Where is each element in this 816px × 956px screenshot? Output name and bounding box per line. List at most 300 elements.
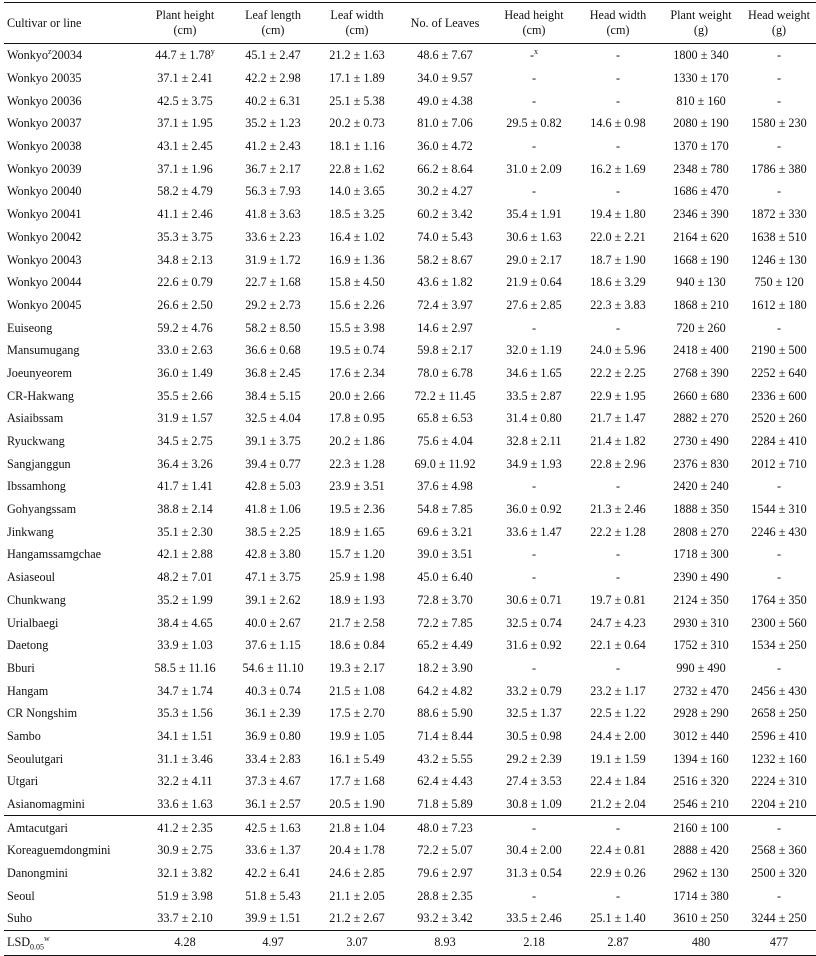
cell-head-height: 31.6 ± 0.92 bbox=[506, 638, 562, 653]
column-header-head-width bbox=[576, 3, 660, 44]
cell-plant-height: 34.7 ± 1.74 bbox=[157, 683, 213, 698]
cell-no-of-leaves: 62.4 ± 4.43 bbox=[417, 774, 473, 789]
cell-leaf-width: 16.9 ± 1.36 bbox=[329, 252, 385, 267]
cell-plant-height: 31.9 ± 1.57 bbox=[157, 411, 213, 426]
cell-plant-height: 34.1 ± 1.51 bbox=[157, 728, 213, 743]
cultivar-name: Hangamssamgchae bbox=[7, 547, 102, 562]
table-row bbox=[4, 543, 816, 566]
lsd-row bbox=[4, 930, 816, 955]
cell-head-weight: 2300 ± 560 bbox=[751, 615, 807, 630]
cell-head-weight: - bbox=[742, 816, 816, 839]
cell-head-width: - bbox=[615, 71, 621, 86]
cell-leaf-length: 33.6 ± 1.37 bbox=[245, 843, 301, 858]
cell-head-height: - bbox=[531, 570, 537, 585]
table-row bbox=[4, 316, 816, 339]
cell-leaf-width: 18.9 ± 1.93 bbox=[329, 592, 385, 607]
cell-no-of-leaves: 28.8 ± 2.35 bbox=[417, 888, 473, 903]
cell-head-weight: 1786 ± 380 bbox=[751, 161, 807, 176]
cultivar-name: Amtacutgari bbox=[4, 816, 140, 839]
cell-plant-weight: 2660 ± 680 bbox=[673, 388, 729, 403]
cell-no-of-leaves: 66.2 ± 8.64 bbox=[417, 161, 473, 176]
cell-plant-weight: 1800 ± 340 bbox=[673, 48, 729, 63]
cell-head-weight: - bbox=[776, 48, 782, 63]
cell-plant-weight: 2080 ± 190 bbox=[673, 116, 729, 131]
cell-no-of-leaves: 54.8 ± 7.85 bbox=[417, 502, 473, 517]
cultivar-name: Chunkwang bbox=[7, 592, 66, 607]
cell-head-height: 31.3 ± 0.54 bbox=[506, 866, 562, 881]
cell-plant-weight: 810 ± 160 bbox=[676, 93, 726, 108]
cell-head-height: - bbox=[492, 816, 576, 839]
cell-head-weight: 1764 ± 350 bbox=[751, 592, 807, 607]
table-row bbox=[4, 816, 816, 839]
cultivar-name: CR-Hakwang bbox=[7, 388, 75, 403]
table-row bbox=[4, 248, 816, 271]
cell-head-width: - bbox=[615, 93, 621, 108]
cell-no-of-leaves: 79.6 ± 2.97 bbox=[417, 866, 473, 881]
cell-head-width: 19.1 ± 1.59 bbox=[590, 751, 646, 766]
cell-no-of-leaves: 75.6 ± 4.04 bbox=[417, 434, 473, 449]
cell-head-height: 33.5 ± 2.46 bbox=[506, 911, 562, 926]
cultivar-name: Utgari bbox=[7, 774, 39, 789]
cell-head-weight: 1246 ± 130 bbox=[751, 252, 807, 267]
table-row bbox=[4, 657, 816, 680]
cell-no-of-leaves: 71.8 ± 5.89 bbox=[417, 797, 473, 812]
cell-plant-height: 32.2 ± 4.11 bbox=[157, 774, 213, 789]
cell-head-height: 31.0 ± 2.09 bbox=[506, 161, 562, 176]
cell-head-width: - bbox=[615, 660, 621, 675]
cell-head-height: - bbox=[531, 479, 537, 494]
cell-leaf-length: 56.3 ± 7.93 bbox=[245, 184, 301, 199]
cell-no-of-leaves: 65.2 ± 4.49 bbox=[417, 638, 473, 653]
cell-plant-weight: 1668 ± 190 bbox=[673, 252, 729, 267]
cell-plant-weight: 1888 ± 350 bbox=[673, 502, 729, 517]
cell-leaf-length: 51.8 ± 5.43 bbox=[245, 888, 301, 903]
cell-no-of-leaves: 37.6 ± 4.98 bbox=[417, 479, 473, 494]
cell-plant-height: 38.8 ± 2.14 bbox=[157, 502, 213, 517]
cell-plant-weight: 2124 ± 350 bbox=[673, 592, 729, 607]
cell-plant-height: 33.7 ± 2.10 bbox=[157, 911, 213, 926]
cell-plant-weight: 2962 ± 130 bbox=[673, 866, 729, 881]
cell-head-weight: 1232 ± 160 bbox=[751, 751, 807, 766]
cell-no-of-leaves: 78.0 ± 6.78 bbox=[417, 365, 473, 380]
cell-head-weight: 2284 ± 410 bbox=[751, 434, 807, 449]
cell-head-width: - bbox=[615, 888, 621, 903]
column-header-leaf-width bbox=[316, 3, 398, 44]
cell-head-weight: - bbox=[776, 547, 782, 562]
cell-no-of-leaves: 74.0 ± 5.43 bbox=[417, 229, 473, 244]
cell-leaf-width: 18.1 ± 1.16 bbox=[329, 139, 385, 154]
column-header-plant-height bbox=[140, 3, 230, 44]
cell-leaf-length: 36.8 ± 2.45 bbox=[245, 365, 301, 380]
cell-plant-height: 33.0 ± 2.63 bbox=[157, 343, 213, 358]
table-row bbox=[4, 884, 816, 907]
cell-no-of-leaves: 93.2 ± 3.42 bbox=[417, 911, 473, 926]
cell-head-height: 29.0 ± 2.17 bbox=[506, 252, 562, 267]
cell-head-width: 22.2 ± 1.28 bbox=[590, 524, 646, 539]
cell-head-width: 21.4 ± 1.82 bbox=[590, 434, 646, 449]
table-row bbox=[4, 339, 816, 362]
table-row bbox=[4, 226, 816, 249]
cell-no-of-leaves: 69.6 ± 3.21 bbox=[417, 524, 473, 539]
cell-leaf-length: 58.2 ± 8.50 bbox=[245, 320, 301, 335]
cell-head-width: 21.3 ± 2.46 bbox=[590, 502, 646, 517]
cell-plant-weight: 1752 ± 310 bbox=[673, 638, 729, 653]
cell-plant-height: 51.9 ± 3.98 bbox=[157, 888, 213, 903]
cultivar-name: Jinkwang bbox=[7, 524, 54, 539]
cell-plant-height: 30.9 ± 2.75 bbox=[157, 843, 213, 858]
cell-no-of-leaves: 72.4 ± 3.97 bbox=[417, 297, 473, 312]
cell-plant-weight: 720 ± 260 bbox=[676, 320, 726, 335]
lsd-head-width: 2.87 bbox=[576, 930, 660, 955]
cell-head-height: 27.4 ± 3.53 bbox=[506, 774, 562, 789]
cell-plant-weight: 2390 ± 490 bbox=[673, 570, 729, 585]
column-header-cultivar bbox=[4, 3, 140, 44]
cell-head-weight: - bbox=[776, 93, 782, 108]
cell-leaf-width: 16.1 ± 5.49 bbox=[329, 751, 385, 766]
table-header bbox=[4, 3, 816, 44]
column-header-label: Leaf length bbox=[245, 8, 301, 22]
cultivar-name: Sangjanggun bbox=[7, 456, 71, 471]
cell-no-of-leaves: 72.2 ± 5.07 bbox=[417, 843, 473, 858]
cell-no-of-leaves: 65.8 ± 6.53 bbox=[417, 411, 473, 426]
cell-plant-height: 41.2 ± 2.35 bbox=[140, 816, 230, 839]
cell-head-weight: 2456 ± 430 bbox=[751, 683, 807, 698]
cell-head-weight: 2204 ± 210 bbox=[751, 797, 807, 812]
cultivar-name: Mansumugang bbox=[7, 343, 80, 358]
cell-plant-weight: 1718 ± 300 bbox=[673, 547, 729, 562]
table-row bbox=[4, 498, 816, 521]
cell-no-of-leaves: 49.0 ± 4.38 bbox=[417, 93, 473, 108]
cell-no-of-leaves: 48.6 ± 7.67 bbox=[417, 48, 473, 63]
cell-no-of-leaves: 34.0 ± 9.57 bbox=[417, 71, 473, 86]
cell-head-width: 24.7 ± 4.23 bbox=[590, 615, 646, 630]
cell-plant-weight: 1394 ± 160 bbox=[673, 751, 729, 766]
column-header-label: Plant weight bbox=[670, 8, 732, 22]
column-header-label: Cultivar or line bbox=[7, 15, 82, 30]
cell-head-height: -$^x$ bbox=[529, 47, 539, 63]
column-header-head-height bbox=[492, 3, 576, 44]
cell-leaf-width: 14.0 ± 3.65 bbox=[329, 184, 385, 199]
cell-leaf-width: 16.4 ± 1.02 bbox=[329, 229, 385, 244]
cell-plant-weight: 1686 ± 470 bbox=[673, 184, 729, 199]
cell-head-width: 19.7 ± 0.81 bbox=[590, 592, 646, 607]
cell-head-weight: 2224 ± 310 bbox=[751, 774, 807, 789]
column-header-unit: (cm) bbox=[345, 23, 369, 37]
cell-head-weight: 2190 ± 500 bbox=[751, 343, 807, 358]
cultivar-name: Ibssamhong bbox=[7, 479, 66, 494]
cell-leaf-width: 17.8 ± 0.95 bbox=[329, 411, 385, 426]
cell-head-width: - bbox=[615, 48, 621, 63]
cell-leaf-width: 20.0 ± 2.66 bbox=[329, 388, 385, 403]
cell-head-width: 19.4 ± 1.80 bbox=[590, 207, 646, 222]
cell-no-of-leaves: 59.8 ± 2.17 bbox=[417, 343, 473, 358]
cell-leaf-width: 15.7 ± 1.20 bbox=[329, 547, 385, 562]
cell-head-height: - bbox=[531, 547, 537, 562]
cell-head-weight: 2500 ± 320 bbox=[751, 866, 807, 881]
cell-head-width: 22.2 ± 2.25 bbox=[590, 365, 646, 380]
cultivar-name: Danongmini bbox=[7, 866, 68, 881]
cultivar-name: Asiaibssam bbox=[7, 411, 64, 426]
cell-plant-weight: 940 ± 130 bbox=[676, 275, 726, 290]
cell-plant-height: 41.1 ± 2.46 bbox=[157, 207, 213, 222]
column-header-label: Plant height bbox=[155, 8, 215, 22]
table-row bbox=[4, 44, 816, 67]
cell-head-width: 25.1 ± 1.40 bbox=[590, 911, 646, 926]
cell-leaf-width: 15.6 ± 2.26 bbox=[329, 297, 385, 312]
column-header-label: Head weight bbox=[748, 8, 810, 22]
table-row bbox=[4, 520, 816, 543]
cell-leaf-width: 20.2 ± 0.73 bbox=[329, 116, 385, 131]
cell-leaf-length: 32.5 ± 4.04 bbox=[245, 411, 301, 426]
cell-leaf-width: 21.2 ± 2.67 bbox=[329, 911, 385, 926]
cell-leaf-length: 31.9 ± 1.72 bbox=[245, 252, 301, 267]
cell-leaf-length: 47.1 ± 3.75 bbox=[245, 570, 301, 585]
cultivar-name: CR Nongshim bbox=[7, 706, 78, 721]
cell-no-of-leaves: 36.0 ± 4.72 bbox=[417, 139, 473, 154]
cell-leaf-width: 21.2 ± 1.63 bbox=[329, 48, 385, 63]
cell-head-height: 29.5 ± 0.82 bbox=[506, 116, 562, 131]
cell-leaf-width: 19.3 ± 2.17 bbox=[329, 660, 385, 675]
cultivar-name: Asiaseoul bbox=[7, 570, 56, 585]
cell-leaf-length: 41.2 ± 2.43 bbox=[245, 139, 301, 154]
cell-head-weight: 1638 ± 510 bbox=[751, 229, 807, 244]
cell-head-height: 21.9 ± 0.64 bbox=[506, 275, 562, 290]
cell-plant-height: 42.1 ± 2.88 bbox=[157, 547, 213, 562]
cell-leaf-width: 20.4 ± 1.78 bbox=[329, 843, 385, 858]
table-row bbox=[4, 407, 816, 430]
cell-head-weight: - bbox=[776, 888, 782, 903]
cell-head-width: 16.2 ± 1.69 bbox=[590, 161, 646, 176]
table-row bbox=[4, 589, 816, 612]
cultivar-name: Suho bbox=[7, 911, 33, 926]
cell-leaf-width: 17.1 ± 1.89 bbox=[329, 71, 385, 86]
cultivar-name: Daetong bbox=[7, 638, 49, 653]
cell-head-width: - bbox=[615, 184, 621, 199]
cell-no-of-leaves: 58.2 ± 8.67 bbox=[417, 252, 473, 267]
cell-head-width: 22.1 ± 0.64 bbox=[590, 638, 646, 653]
table-row bbox=[4, 203, 816, 226]
cell-leaf-length: 40.2 ± 6.31 bbox=[245, 93, 301, 108]
cell-leaf-length: 40.3 ± 0.74 bbox=[245, 683, 301, 698]
cell-leaf-width: 17.6 ± 2.34 bbox=[329, 365, 385, 380]
cell-plant-height: 34.5 ± 2.75 bbox=[157, 434, 213, 449]
cell-head-width: 14.6 ± 0.98 bbox=[590, 116, 646, 131]
cell-head-height: 31.4 ± 0.80 bbox=[506, 411, 562, 426]
cell-leaf-width: 19.5 ± 2.36 bbox=[329, 502, 385, 517]
cell-head-height: - bbox=[531, 71, 537, 86]
cell-plant-weight: 1714 ± 380 bbox=[673, 888, 729, 903]
cell-leaf-length: 39.9 ± 1.51 bbox=[245, 911, 301, 926]
cell-leaf-length: 36.1 ± 2.39 bbox=[245, 706, 301, 721]
cell-leaf-length: 42.8 ± 5.03 bbox=[245, 479, 301, 494]
cell-head-height: 32.8 ± 2.11 bbox=[506, 434, 562, 449]
cell-head-height: - bbox=[531, 93, 537, 108]
cell-plant-height: 34.8 ± 2.13 bbox=[157, 252, 213, 267]
cell-plant-weight: 2546 ± 210 bbox=[673, 797, 729, 812]
cell-leaf-length: 35.2 ± 1.23 bbox=[245, 116, 301, 131]
lsd-head-weight: 477 bbox=[742, 930, 816, 955]
cell-plant-weight: 2420 ± 240 bbox=[673, 479, 729, 494]
cell-plant-height: 26.6 ± 2.50 bbox=[157, 297, 213, 312]
cultivar-name: Wonkyo 20035 bbox=[7, 71, 82, 86]
cell-no-of-leaves: 60.2 ± 3.42 bbox=[417, 207, 473, 222]
cell-plant-height: 38.4 ± 4.65 bbox=[157, 615, 213, 630]
cell-head-width: 24.4 ± 2.00 bbox=[590, 728, 646, 743]
cell-plant-height: 35.3 ± 3.75 bbox=[157, 229, 213, 244]
cell-no-of-leaves: 39.0 ± 3.51 bbox=[417, 547, 473, 562]
cell-no-of-leaves: 30.2 ± 4.27 bbox=[417, 184, 473, 199]
cell-leaf-width: 15.8 ± 4.50 bbox=[329, 275, 385, 290]
column-header-leaf-length bbox=[230, 3, 316, 44]
cell-no-of-leaves: 88.6 ± 5.90 bbox=[417, 706, 473, 721]
cell-head-width: 18.6 ± 3.29 bbox=[590, 275, 646, 290]
cell-head-height: - bbox=[531, 320, 537, 335]
cell-leaf-width: 17.7 ± 1.68 bbox=[329, 774, 385, 789]
cell-head-weight: 2336 ± 600 bbox=[751, 388, 807, 403]
cell-plant-height: 36.4 ± 3.26 bbox=[157, 456, 213, 471]
cell-plant-weight: 2730 ± 490 bbox=[673, 434, 729, 449]
cultivar-name: Gohyangssam bbox=[7, 502, 77, 517]
cell-head-weight: 3244 ± 250 bbox=[751, 911, 807, 926]
table-row bbox=[4, 725, 816, 748]
cell-leaf-length: 33.6 ± 2.23 bbox=[245, 229, 301, 244]
cell-leaf-length: 45.1 ± 2.47 bbox=[245, 48, 301, 63]
cell-head-weight: - bbox=[776, 320, 782, 335]
cell-head-height: 30.5 ± 0.98 bbox=[506, 728, 562, 743]
lsd-no-of-leaves: 8.93 bbox=[398, 930, 492, 955]
cultivar-name: Wonkyo 20038 bbox=[7, 139, 82, 154]
table-row bbox=[4, 862, 816, 885]
cell-head-height: 27.6 ± 2.85 bbox=[506, 297, 562, 312]
table-body bbox=[4, 44, 816, 931]
cell-head-height: 29.2 ± 2.39 bbox=[506, 751, 562, 766]
cell-plant-height: 59.2 ± 4.76 bbox=[157, 320, 213, 335]
table-footer bbox=[4, 930, 816, 955]
lsd-head-height: 2.18 bbox=[492, 930, 576, 955]
cell-head-width: 22.0 ± 2.21 bbox=[590, 229, 646, 244]
cell-leaf-length: 38.4 ± 5.15 bbox=[245, 388, 301, 403]
cell-leaf-width: 25.1 ± 5.38 bbox=[329, 93, 385, 108]
cell-plant-weight: 1370 ± 170 bbox=[673, 139, 729, 154]
cultivar-name: Wonkyo 20041 bbox=[7, 207, 82, 222]
table-row bbox=[4, 475, 816, 498]
cell-head-width: - bbox=[615, 547, 621, 562]
column-header-label: Leaf width bbox=[330, 8, 384, 22]
cell-plant-weight: 2346 ± 390 bbox=[673, 207, 729, 222]
cultivar-name: Seoul bbox=[7, 888, 35, 903]
cell-head-height: 32.0 ± 1.19 bbox=[506, 343, 562, 358]
cell-head-width: - bbox=[576, 816, 660, 839]
cell-no-of-leaves: 43.2 ± 5.55 bbox=[417, 751, 473, 766]
cell-plant-weight: 2160 ± 100 bbox=[660, 816, 742, 839]
cell-leaf-length: 36.7 ± 2.17 bbox=[245, 161, 301, 176]
cell-plant-weight: 3012 ± 440 bbox=[673, 728, 729, 743]
cell-no-of-leaves: 71.4 ± 8.44 bbox=[417, 728, 473, 743]
cell-head-weight: 750 ± 120 bbox=[754, 275, 804, 290]
cell-leaf-width: 18.5 ± 3.25 bbox=[329, 207, 385, 222]
cultivar-name: Koreaguemdongmini bbox=[7, 843, 111, 858]
cell-head-height: 32.5 ± 1.37 bbox=[506, 706, 562, 721]
cultivar-name: Wonkyo 20045 bbox=[7, 297, 82, 312]
cell-plant-height: 37.1 ± 2.41 bbox=[157, 71, 213, 86]
table-row bbox=[4, 747, 816, 770]
cultivar-name: Asianomagmini bbox=[7, 797, 85, 812]
cell-no-of-leaves: 48.0 ± 7.23 bbox=[398, 816, 492, 839]
cultivar-name: Wonkyo 20044 bbox=[7, 275, 82, 290]
cell-head-width: 21.7 ± 1.47 bbox=[590, 411, 646, 426]
cell-head-height: 33.6 ± 1.47 bbox=[506, 524, 562, 539]
table-row bbox=[4, 907, 816, 930]
cell-no-of-leaves: 45.0 ± 6.40 bbox=[417, 570, 473, 585]
cell-no-of-leaves: 72.2 ± 11.45 bbox=[414, 388, 476, 403]
table-row bbox=[4, 566, 816, 589]
table-container bbox=[4, 2, 810, 956]
cell-plant-height: 42.5 ± 3.75 bbox=[157, 93, 213, 108]
cultivar-name: Wonkyo 20037 bbox=[7, 116, 82, 131]
cell-plant-weight: 2882 ± 270 bbox=[673, 411, 729, 426]
cell-head-height: 30.8 ± 1.09 bbox=[506, 797, 562, 812]
table-row bbox=[4, 452, 816, 475]
cell-plant-weight: 1330 ± 170 bbox=[673, 71, 729, 86]
cell-head-weight: - bbox=[776, 184, 782, 199]
cell-leaf-width: 22.3 ± 1.28 bbox=[329, 456, 385, 471]
cell-head-width: 22.4 ± 1.84 bbox=[590, 774, 646, 789]
cell-leaf-width: 18.6 ± 0.84 bbox=[329, 638, 385, 653]
cell-plant-height: 41.7 ± 1.41 bbox=[157, 479, 213, 494]
cell-head-height: 35.4 ± 1.91 bbox=[506, 207, 562, 222]
cell-plant-weight: 2768 ± 390 bbox=[673, 365, 729, 380]
cell-head-height: 32.5 ± 0.74 bbox=[506, 615, 562, 630]
table-row bbox=[4, 679, 816, 702]
cell-leaf-length: 33.4 ± 2.83 bbox=[245, 751, 301, 766]
cell-head-width: - bbox=[615, 320, 621, 335]
cultivar-name: Wonkyo$^z$20034 bbox=[7, 47, 83, 63]
lsd-label: $LSD_{0.05}^w$ bbox=[4, 930, 140, 955]
cell-head-weight: 2596 ± 410 bbox=[751, 728, 807, 743]
cell-leaf-length: 22.7 ± 1.68 bbox=[245, 275, 301, 290]
column-header-unit: (g) bbox=[693, 23, 709, 37]
cell-no-of-leaves: 64.2 ± 4.82 bbox=[417, 683, 473, 698]
lsd-plant-weight: 480 bbox=[660, 930, 742, 955]
cell-head-weight: 1580 ± 230 bbox=[751, 116, 807, 131]
cell-no-of-leaves: 69.0 ± 11.92 bbox=[414, 456, 476, 471]
cell-plant-height: 37.1 ± 1.95 bbox=[157, 116, 213, 131]
cultivar-name: Wonkyo 20039 bbox=[7, 161, 82, 176]
cell-head-weight: 2246 ± 430 bbox=[751, 524, 807, 539]
cell-plant-height: 32.1 ± 3.82 bbox=[157, 866, 213, 881]
table-row bbox=[4, 770, 816, 793]
cell-plant-weight: 2930 ± 310 bbox=[673, 615, 729, 630]
cell-leaf-width: 24.6 ± 2.85 bbox=[329, 866, 385, 881]
cell-plant-height: 36.0 ± 1.49 bbox=[157, 365, 213, 380]
table-row bbox=[4, 157, 816, 180]
lsd-plant-height: 4.28 bbox=[140, 930, 230, 955]
cell-head-weight: 1544 ± 310 bbox=[751, 502, 807, 517]
cell-leaf-length: 42.2 ± 2.98 bbox=[245, 71, 301, 86]
cell-head-height: 34.9 ± 1.93 bbox=[506, 456, 562, 471]
cell-leaf-length: 36.1 ± 2.57 bbox=[245, 797, 301, 812]
cell-head-height: - bbox=[531, 888, 537, 903]
cell-leaf-width: 23.9 ± 3.51 bbox=[329, 479, 385, 494]
column-header-head-weight bbox=[742, 3, 816, 44]
cell-no-of-leaves: 81.0 ± 7.06 bbox=[417, 116, 473, 131]
cell-leaf-length: 36.6 ± 0.68 bbox=[245, 343, 301, 358]
cell-head-weight: 1534 ± 250 bbox=[751, 638, 807, 653]
cell-head-weight: - bbox=[776, 570, 782, 585]
cell-head-height: 30.4 ± 2.00 bbox=[506, 843, 562, 858]
cell-plant-height: 43.1 ± 2.45 bbox=[157, 139, 213, 154]
cultivar-name: Seoulutgari bbox=[7, 751, 64, 766]
